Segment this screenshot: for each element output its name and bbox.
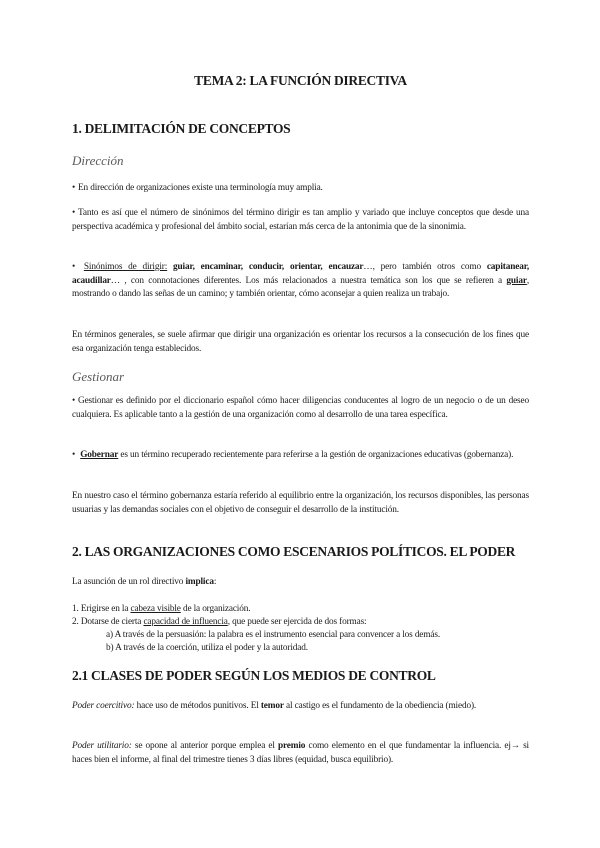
bullet-icon: • <box>72 450 76 460</box>
paragraph: • En dirección de organizaciones existe una terminología muy amplia. <box>72 182 529 196</box>
paragraph: Poder utilitario: se opone al anterior porque emplea el premio como elemento en el que fundamentar la influencia. ej→ si haces bien el informe, al final del trimestre tienes 3 días libres (equidad, busca equilibrio). <box>72 741 529 765</box>
section-heading-1: 1. DELIMITACIÓN DE CONCEPTOS <box>72 121 291 136</box>
bullet-icon: • <box>72 183 76 193</box>
paragraph: La asunción de un rol directivo implica: <box>72 577 217 587</box>
bullet-icon: • <box>72 262 76 272</box>
list-item: 1. Erigirse en la cabeza visible de la organización. <box>72 604 251 614</box>
paragraph: • Gestionar es definido por el diccionario español cómo hacer diligencias conducentes al logro de un negocio o de un deseo cualquiera. Es aplicable tanto a la gestión de una organización como al desarrollo de una tarea específica. <box>72 396 529 420</box>
list-item: a) A través de la persuasión: la palabra es el instrumento esencial para convencer a los demás. <box>106 630 440 640</box>
paragraph: En términos generales, se suele afirmar que dirigir una organización es orientar los recursos a la consecución de los fines que esa organización tenga establecidos. <box>72 330 529 354</box>
paragraph: Poder coercitivo: hace uso de métodos punitivos. El temor al castigo es el fundamento de la obediencia (miedo). <box>72 701 477 711</box>
paragraph: • Gobernar es un término recuperado recientemente para referirse a la gestión de organizaciones educativas (gobernanza). <box>72 449 529 463</box>
list-item: 2. Dotarse de cierta capacidad de influencia, que puede ser ejercida de dos formas: <box>72 617 367 627</box>
paragraph: En nuestro caso el término gobernanza estaría referido al equilibrio entre la organización, los recursos disponibles, las personas usuarias y las demandas sociales con el objetivo de conseguir el desarrollo de la institución. <box>72 491 529 515</box>
document-title: TEMA 2: LA FUNCIÓN DIRECTIVA <box>194 73 407 88</box>
section-heading-2-1: 2.1 CLASES DE PODER SEGÚN LOS MEDIOS DE CONTROL <box>72 668 436 683</box>
subheading-gestionar: Gestionar <box>72 369 124 384</box>
section-heading-2: 2. LAS ORGANIZACIONES COMO ESCENARIOS POLÍTICOS. EL PODER <box>72 544 516 559</box>
subheading-direccion: Dirección <box>72 153 124 168</box>
list-item: b) A través de la coerción, utiliza el poder y la autoridad. <box>106 643 308 653</box>
bullet-icon: • <box>72 396 76 406</box>
paragraph: • Tanto es así que el número de sinónimos del término dirigir es tan amplio y variado que incluye conceptos que desde una perspectiva académica y profesional del ámbito social, estarían más cerca de la antonimia que de la sinonimia. <box>72 208 529 232</box>
bullet-icon: • <box>72 208 76 218</box>
paragraph-sinonimos: • Sinónimos de dirigir: guiar, encaminar, conducir, orientar, encauzar…, pero también otros como capitanear, acaudillar… , con connotaciones diferentes. Los más relacionados a nuestra temática son los que se refieren a guiar, mostrando o dando las señas de un camino; y también orientar, cómo aconsejar a quien realiza un trabajo. <box>72 262 529 299</box>
